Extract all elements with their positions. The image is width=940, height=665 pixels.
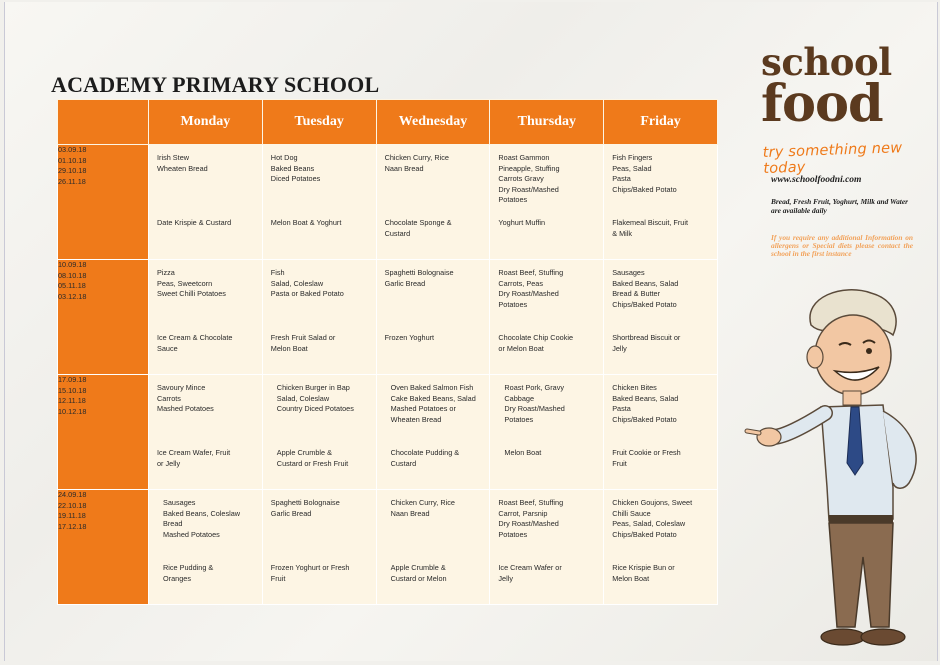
main-course: Roast Beef, Stuffing Carrots, Peas Dry Roast/Mashed Potatoes bbox=[498, 268, 564, 309]
menu-cell-tuesday bbox=[262, 490, 376, 605]
dessert: Chocolate Pudding & Custard bbox=[390, 448, 460, 468]
week-date: 12.11.18 bbox=[58, 396, 86, 406]
day-header-monday: Monday bbox=[149, 100, 263, 145]
main-course: Spaghetti Bolognaise Garlic Bread bbox=[384, 268, 454, 288]
week-date: 01.10.18 bbox=[58, 155, 87, 165]
weekly-menu-table bbox=[57, 99, 718, 605]
dessert: Melon Boat bbox=[504, 448, 542, 457]
menu-cell-friday bbox=[604, 375, 718, 490]
main-course: Chicken Burger in Bap Salad, Coleslaw Country Diced Potatoes bbox=[276, 383, 354, 414]
menu-cell-monday bbox=[149, 490, 263, 605]
day-header-friday: Friday bbox=[604, 100, 718, 145]
dessert: Fresh Fruit Salad or Melon Boat bbox=[270, 333, 336, 353]
week-date: 10.09.18 bbox=[58, 260, 87, 269]
dessert: Frozen Yoghurt or Fresh Fruit bbox=[270, 563, 350, 583]
day-header-wednesday: Wednesday bbox=[376, 100, 490, 145]
menu-cell-monday bbox=[149, 260, 263, 375]
dessert: Yoghurt Muffin bbox=[498, 218, 546, 227]
menu-cell-wednesday bbox=[376, 375, 490, 490]
menu-cell-friday bbox=[604, 260, 718, 375]
week-dates bbox=[58, 145, 149, 260]
week-date: 15.10.18 bbox=[58, 385, 87, 395]
main-course: Pizza Peas, Sweetcorn Sweet Chilli Potatoes bbox=[157, 268, 226, 299]
week-dates bbox=[58, 490, 149, 605]
menu-cell-tuesday bbox=[262, 260, 376, 375]
dessert: Apple Crumble & Custard or Melon bbox=[390, 563, 447, 583]
dessert: Melon Boat & Yoghurt bbox=[270, 218, 342, 227]
dessert: Apple Crumble & Custard or Fresh Fruit bbox=[276, 448, 349, 468]
main-course: Savoury Mince Carrots Mashed Potatoes bbox=[157, 383, 214, 414]
daily-info-text: Bread, Fresh Fruit, Yoghurt, Milk and Water are available daily bbox=[771, 197, 908, 215]
main-course: Chicken Curry, Rice Naan Bread bbox=[384, 153, 449, 173]
week-dates bbox=[58, 260, 149, 375]
main-course: Fish Fingers Peas, Salad Pasta Chips/Baked Potato bbox=[612, 153, 677, 194]
week-date: 08.10.18 bbox=[58, 270, 87, 280]
dessert: Chocolate Sponge & Custard bbox=[384, 218, 452, 238]
menu-body bbox=[58, 145, 718, 605]
logo-line-food: food bbox=[761, 74, 883, 134]
dessert: Fruit Cookie or Fresh Fruit bbox=[612, 448, 681, 468]
dessert: Chocolate Chip Cookie or Melon Boat bbox=[498, 333, 574, 353]
week-dates bbox=[58, 375, 149, 490]
main-course: Irish Stew Wheaten Bread bbox=[157, 153, 208, 173]
menu-cell-thursday bbox=[490, 490, 604, 605]
week-row bbox=[58, 260, 718, 375]
main-course: Spaghetti Bolognaise Garlic Bread bbox=[270, 498, 340, 518]
menu-cell-monday bbox=[149, 145, 263, 260]
day-header-thursday: Thursday bbox=[490, 100, 604, 145]
allergy-note: If you require any additional Information on allergens or Special diets please contact the school in the first instance bbox=[771, 233, 913, 259]
week-date: 03.12.18 bbox=[58, 291, 87, 301]
week-date: 19.11.18 bbox=[58, 511, 86, 521]
menu-cell-monday bbox=[149, 375, 263, 490]
menu-cell-thursday bbox=[490, 375, 604, 490]
menu-cell-friday bbox=[604, 145, 718, 260]
school-food-logo bbox=[761, 40, 911, 134]
main-course: Sausages Baked Beans, Salad Bread & Butter Chips/Baked Potato bbox=[612, 268, 679, 309]
main-course: Chicken Bites Baked Beans, Salad Pasta Chips/Baked Potato bbox=[612, 383, 679, 424]
tagline: try something new today bbox=[762, 140, 903, 178]
week-row bbox=[58, 145, 718, 260]
chef-mascot-illustration bbox=[743, 287, 938, 659]
day-header-tuesday: Tuesday bbox=[262, 100, 376, 145]
main-course: Chicken Goujons, Sweet Chilli Sauce Peas, Salad, Coleslaw Chips/Baked Potato bbox=[612, 498, 693, 539]
dessert: Ice Cream & Chocolate Sauce bbox=[157, 333, 233, 353]
menu-cell-friday bbox=[604, 490, 718, 605]
week-date: 24.09.18 bbox=[58, 490, 87, 499]
week-date: 17.12.18 bbox=[58, 521, 87, 531]
week-date: 10.12.18 bbox=[58, 406, 87, 416]
week-row bbox=[58, 375, 718, 490]
logo-line-school: school bbox=[761, 40, 892, 84]
week-date: 03.09.18 bbox=[58, 145, 87, 154]
menu-cell-wednesday bbox=[376, 490, 490, 605]
menu-cell-tuesday bbox=[262, 375, 376, 490]
website-text: www.schoolfoodni.com bbox=[771, 175, 862, 185]
dessert: Rice Pudding & Oranges bbox=[163, 563, 214, 583]
main-course: Roast Gammon Pineapple, Stuffing Carrots Gravy Dry Roast/Mashed Potatoes bbox=[498, 153, 560, 205]
main-course: Hot Dog Baked Beans Diced Potatoes bbox=[270, 153, 321, 184]
menu-cell-wednesday bbox=[376, 260, 490, 375]
dessert: Rice Krispie Bun or Melon Boat bbox=[612, 563, 675, 583]
main-course: Chicken Curry, Rice Naan Bread bbox=[390, 498, 455, 518]
dessert: Date Krispie & Custard bbox=[157, 218, 232, 227]
week-row bbox=[58, 490, 718, 605]
dessert: Ice Cream Wafer or Jelly bbox=[498, 563, 562, 583]
week-date: 22.10.18 bbox=[58, 500, 87, 510]
menu-cell-thursday bbox=[490, 145, 604, 260]
menu-cell-thursday bbox=[490, 260, 604, 375]
day-header-row bbox=[58, 100, 718, 145]
main-course: Roast Beef, Stuffing Carrot, Parsnip Dry Roast/Mashed Potatoes bbox=[498, 498, 564, 539]
menu-cell-wednesday bbox=[376, 145, 490, 260]
dessert: Shortbread Biscuit or Jelly bbox=[612, 333, 681, 353]
dessert: Frozen Yoghurt bbox=[384, 333, 435, 342]
week-date: 17.09.18 bbox=[58, 375, 87, 384]
header-corner bbox=[58, 100, 149, 145]
main-course: Roast Pork, Gravy Cabbage Dry Roast/Mashed Potatoes bbox=[504, 383, 565, 424]
dessert: Ice Cream Wafer, Fruit or Jelly bbox=[157, 448, 231, 468]
main-course: Oven Baked Salmon Fish Cake Baked Beans, Salad Mashed Potatoes or Wheaten Bread bbox=[390, 383, 476, 424]
main-course: Sausages Baked Beans, Coleslaw Bread Mashed Potatoes bbox=[163, 498, 241, 539]
menu-cell-tuesday bbox=[262, 145, 376, 260]
menu-poster bbox=[4, 2, 938, 661]
week-date: 26.11.18 bbox=[58, 176, 86, 186]
week-date: 29.10.18 bbox=[58, 166, 87, 176]
main-course: Fish Salad, Coleslaw Pasta or Baked Potato bbox=[270, 268, 344, 299]
dessert: Flakemeal Biscuit, Fruit & Milk bbox=[612, 218, 689, 238]
school-name: ACADEMY PRIMARY SCHOOL bbox=[51, 72, 380, 97]
week-date: 05.11.18 bbox=[58, 281, 86, 291]
